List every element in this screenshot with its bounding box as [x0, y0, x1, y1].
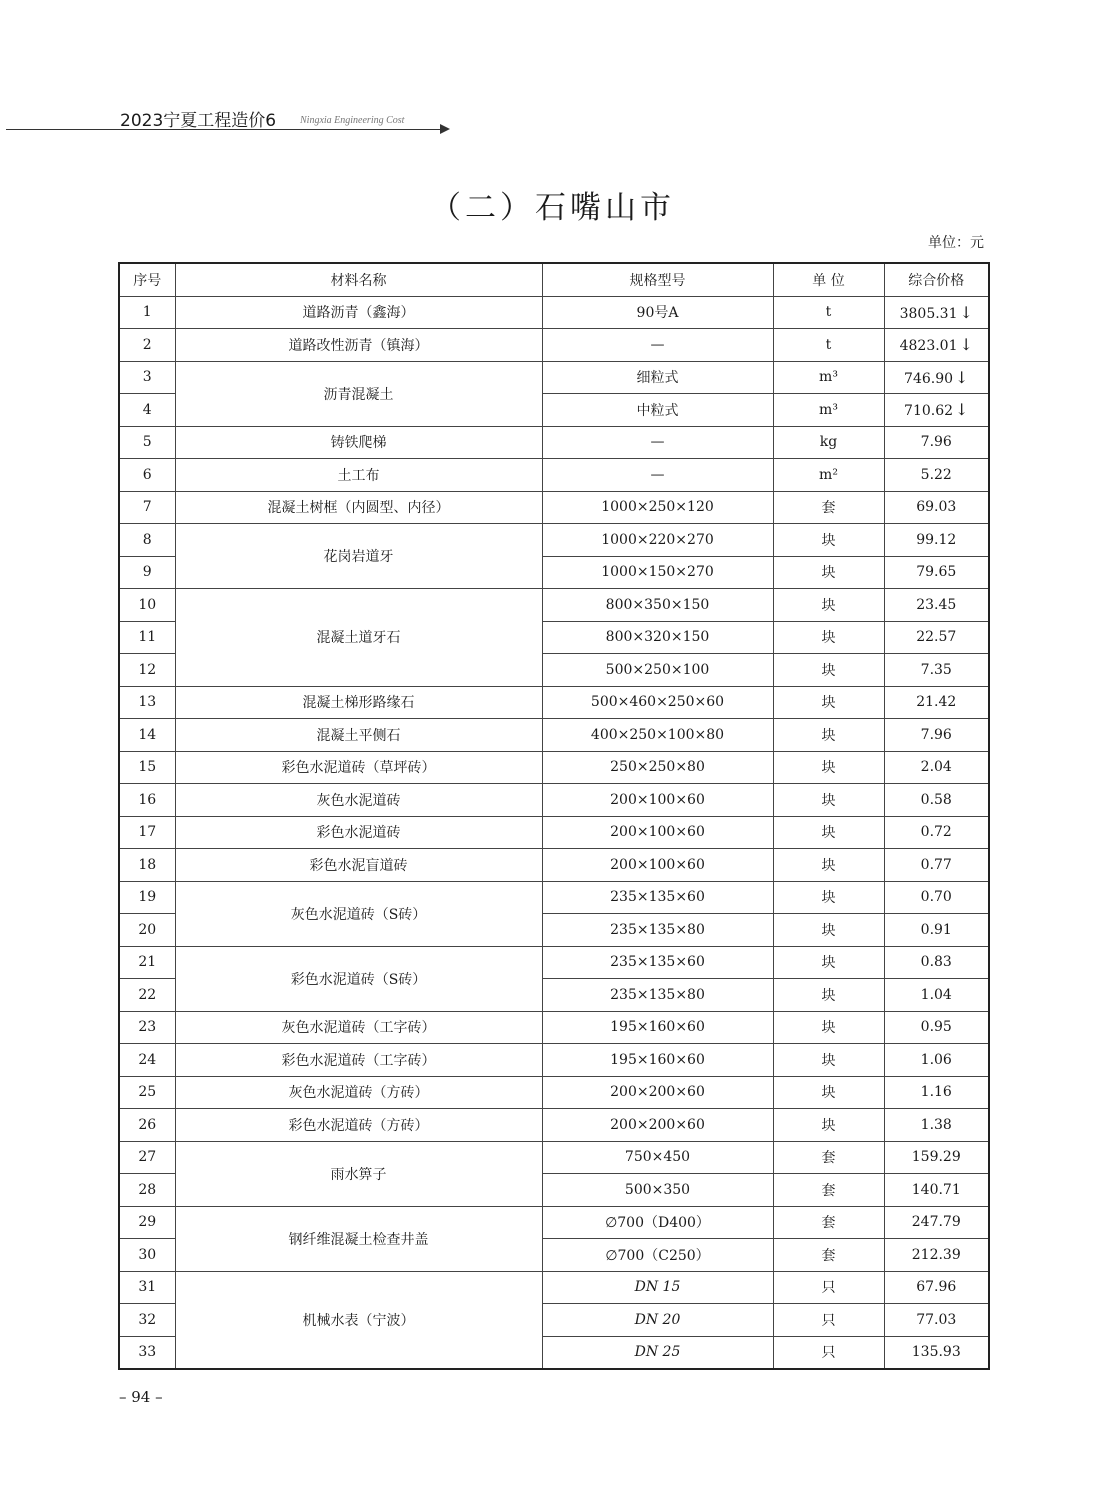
cell-no: 18 — [119, 849, 175, 882]
cell-spec: ∅700（C250） — [542, 1239, 773, 1272]
cell-price — [884, 426, 989, 459]
cell-unit: 只 — [773, 1271, 884, 1304]
cell-material-name: 彩色水泥道砖（草坪砖） — [175, 751, 542, 784]
cell-no: 10 — [119, 589, 175, 622]
cell-unit: 块 — [773, 849, 884, 882]
table-row — [119, 1206, 989, 1239]
cell-unit: 块 — [773, 1044, 884, 1077]
cell-no: 26 — [119, 1109, 175, 1142]
cell-no: 22 — [119, 979, 175, 1012]
cell-spec: 250×250×80 — [542, 751, 773, 784]
price-table — [118, 262, 990, 1370]
price-value: 7.96 — [920, 726, 952, 743]
cell-price — [884, 1336, 989, 1369]
price-value: 140.71 — [911, 1181, 961, 1198]
down-arrow-icon: ↓ — [959, 302, 973, 322]
cell-material-name: 灰色水泥道砖（方砖） — [175, 1076, 542, 1109]
table-row — [119, 1044, 989, 1077]
cell-spec: 750×450 — [542, 1141, 773, 1174]
price-value: 23.45 — [916, 596, 957, 613]
cell-price — [884, 1141, 989, 1174]
cell-no: 3 — [119, 361, 175, 394]
cell-unit: 块 — [773, 881, 884, 914]
price-value: 746.90 — [904, 370, 954, 387]
cell-spec: ∅700（D400） — [542, 1206, 773, 1239]
table-row — [119, 946, 989, 979]
cell-unit: 块 — [773, 751, 884, 784]
cell-no: 25 — [119, 1076, 175, 1109]
page-title: （二）石嘴山市 — [430, 190, 675, 226]
price-value: 22.57 — [916, 629, 957, 646]
price-value: 77.03 — [916, 1311, 957, 1328]
cell-unit: 只 — [773, 1304, 884, 1337]
price-value: 1.06 — [920, 1051, 952, 1068]
cell-price — [884, 1304, 989, 1337]
price-value: 1.04 — [920, 986, 952, 1003]
header-spec: 规格型号 — [542, 263, 773, 296]
table-row — [119, 1141, 989, 1174]
table-row — [119, 881, 989, 914]
table-row — [119, 719, 989, 752]
cell-price — [884, 1239, 989, 1272]
cell-no: 27 — [119, 1141, 175, 1174]
table-header-row — [119, 263, 989, 296]
cell-price — [884, 881, 989, 914]
cell-price — [884, 719, 989, 752]
price-value: 710.62 — [904, 403, 954, 420]
cell-spec: DN 20 — [542, 1304, 773, 1337]
cell-price — [884, 979, 989, 1012]
price-value: 0.58 — [920, 791, 952, 808]
price-value: 0.95 — [920, 1019, 952, 1036]
down-arrow-icon: ↓ — [955, 367, 969, 387]
cell-unit: 块 — [773, 1076, 884, 1109]
cell-no: 4 — [119, 394, 175, 427]
cell-no: 20 — [119, 914, 175, 947]
price-value: 99.12 — [916, 531, 957, 548]
running-title: 2023宁夏工程造价6 — [120, 111, 277, 131]
cell-price — [884, 849, 989, 882]
cell-spec: DN 25 — [542, 1336, 773, 1369]
cell-price — [884, 491, 989, 524]
cell-unit: 块 — [773, 1109, 884, 1142]
cell-material-name: 混凝土树框（内圆型、内径） — [175, 491, 542, 524]
cell-price — [884, 394, 989, 427]
cell-material-name: 沥青混凝土 — [175, 361, 542, 426]
cell-no: 23 — [119, 1011, 175, 1044]
cell-price — [884, 1076, 989, 1109]
price-value: 247.79 — [911, 1214, 961, 1231]
cell-material-name: 彩色水泥道砖（S砖） — [175, 946, 542, 1011]
cell-spec: 195×160×60 — [542, 1011, 773, 1044]
cell-material-name: 混凝土梯形路缘石 — [175, 686, 542, 719]
cell-unit: 块 — [773, 686, 884, 719]
table-row — [119, 1271, 989, 1304]
cell-price — [884, 1271, 989, 1304]
price-value: 0.83 — [920, 954, 952, 971]
table-row — [119, 1011, 989, 1044]
cell-spec: — — [542, 426, 773, 459]
cell-material-name: 彩色水泥道砖 — [175, 816, 542, 849]
cell-price — [884, 361, 989, 394]
cell-unit: 块 — [773, 979, 884, 1012]
cell-unit: m³ — [773, 394, 884, 427]
cell-spec: 500×250×100 — [542, 654, 773, 687]
table-row — [119, 849, 989, 882]
cell-no: 2 — [119, 329, 175, 362]
cell-unit: 块 — [773, 556, 884, 589]
cell-spec: 500×350 — [542, 1174, 773, 1207]
cell-price — [884, 524, 989, 557]
table-row — [119, 1109, 989, 1142]
cell-no: 5 — [119, 426, 175, 459]
cell-no: 6 — [119, 459, 175, 492]
cell-no: 7 — [119, 491, 175, 524]
header-rule — [6, 129, 448, 130]
price-value: 212.39 — [911, 1246, 961, 1263]
cell-price — [884, 1109, 989, 1142]
cell-spec: — — [542, 329, 773, 362]
price-value: 7.35 — [920, 661, 952, 678]
price-value: 1.38 — [920, 1116, 952, 1133]
cell-price — [884, 686, 989, 719]
price-value: 0.91 — [920, 921, 952, 938]
cell-spec: 细粒式 — [542, 361, 773, 394]
cell-no: 29 — [119, 1206, 175, 1239]
cell-spec: 235×135×60 — [542, 946, 773, 979]
cell-unit: 套 — [773, 1206, 884, 1239]
cell-spec: 235×135×80 — [542, 979, 773, 1012]
table-row — [119, 361, 989, 394]
cell-unit: t — [773, 296, 884, 329]
cell-no: 33 — [119, 1336, 175, 1369]
cell-price — [884, 1206, 989, 1239]
header-price: 综合价格 — [884, 263, 989, 296]
price-value: 159.29 — [911, 1149, 961, 1166]
cell-material-name: 彩色水泥道砖（方砖） — [175, 1109, 542, 1142]
cell-material-name: 彩色水泥道砖（工字砖） — [175, 1044, 542, 1077]
cell-unit: 块 — [773, 946, 884, 979]
cell-no: 14 — [119, 719, 175, 752]
cell-price — [884, 751, 989, 784]
cell-unit: 套 — [773, 1174, 884, 1207]
header-no: 序号 — [119, 263, 175, 296]
price-value: 135.93 — [911, 1344, 961, 1361]
cell-price — [884, 914, 989, 947]
cell-price — [884, 329, 989, 362]
cell-spec: 1000×150×270 — [542, 556, 773, 589]
down-arrow-icon: ↓ — [955, 400, 969, 420]
cell-spec: — — [542, 459, 773, 492]
cell-no: 32 — [119, 1304, 175, 1337]
cell-unit: t — [773, 329, 884, 362]
table-row — [119, 426, 989, 459]
running-title-en: Ningxia Engineering Cost — [300, 115, 405, 126]
cell-price — [884, 621, 989, 654]
cell-spec: 800×350×150 — [542, 589, 773, 622]
cell-no: 30 — [119, 1239, 175, 1272]
table-row — [119, 459, 989, 492]
cell-material-name: 灰色水泥道砖（工字砖） — [175, 1011, 542, 1044]
cell-spec: 200×200×60 — [542, 1076, 773, 1109]
cell-no: 17 — [119, 816, 175, 849]
table-body — [119, 296, 989, 1369]
price-value: 2.04 — [920, 759, 952, 776]
table-row — [119, 491, 989, 524]
cell-price — [884, 1044, 989, 1077]
price-value: 4823.01 — [899, 338, 958, 355]
cell-no: 8 — [119, 524, 175, 557]
header-name: 材料名称 — [175, 263, 542, 296]
cell-unit: 块 — [773, 524, 884, 557]
cell-spec: 500×460×250×60 — [542, 686, 773, 719]
cell-spec: DN 15 — [542, 1271, 773, 1304]
cell-no: 28 — [119, 1174, 175, 1207]
cell-price — [884, 1174, 989, 1207]
unit-label: 单位：元 — [928, 235, 984, 251]
table-row — [119, 524, 989, 557]
price-value: 0.77 — [920, 856, 952, 873]
cell-material-name: 混凝土平侧石 — [175, 719, 542, 752]
header-arrow-icon — [440, 124, 450, 134]
cell-unit: 块 — [773, 589, 884, 622]
cell-unit: 只 — [773, 1336, 884, 1369]
cell-price — [884, 816, 989, 849]
cell-spec: 800×320×150 — [542, 621, 773, 654]
cell-spec: 200×100×60 — [542, 849, 773, 882]
down-arrow-icon: ↓ — [959, 335, 973, 355]
cell-unit: 块 — [773, 914, 884, 947]
cell-material-name: 土工布 — [175, 459, 542, 492]
cell-price — [884, 946, 989, 979]
table-row — [119, 296, 989, 329]
cell-unit: 块 — [773, 654, 884, 687]
cell-unit: 块 — [773, 1011, 884, 1044]
cell-price — [884, 784, 989, 817]
cell-no: 19 — [119, 881, 175, 914]
cell-no: 24 — [119, 1044, 175, 1077]
cell-unit: 块 — [773, 816, 884, 849]
cell-spec: 中粒式 — [542, 394, 773, 427]
cell-material-name: 灰色水泥道砖 — [175, 784, 542, 817]
cell-material-name: 钢纤维混凝土检查井盖 — [175, 1206, 542, 1271]
cell-price — [884, 459, 989, 492]
cell-material-name: 花岗岩道牙 — [175, 524, 542, 589]
price-value: 7.96 — [920, 434, 952, 451]
cell-no: 31 — [119, 1271, 175, 1304]
header-unit: 单 位 — [773, 263, 884, 296]
cell-no: 12 — [119, 654, 175, 687]
cell-unit: kg — [773, 426, 884, 459]
cell-no: 1 — [119, 296, 175, 329]
cell-unit: 套 — [773, 1239, 884, 1272]
cell-no: 21 — [119, 946, 175, 979]
cell-spec: 90号A — [542, 296, 773, 329]
cell-no: 16 — [119, 784, 175, 817]
price-value: 0.72 — [920, 824, 952, 841]
table-row — [119, 816, 989, 849]
table-row — [119, 329, 989, 362]
cell-price — [884, 296, 989, 329]
cell-price — [884, 654, 989, 687]
cell-unit: m² — [773, 459, 884, 492]
price-value: 21.42 — [916, 694, 957, 711]
cell-material-name: 彩色水泥盲道砖 — [175, 849, 542, 882]
cell-material-name: 混凝土道牙石 — [175, 589, 542, 687]
cell-spec: 200×200×60 — [542, 1109, 773, 1142]
cell-spec: 235×135×80 — [542, 914, 773, 947]
cell-unit: 块 — [773, 719, 884, 752]
table-row — [119, 1076, 989, 1109]
price-value: 0.70 — [920, 889, 952, 906]
cell-unit: 块 — [773, 784, 884, 817]
price-value: 3805.31 — [899, 305, 958, 322]
table-row — [119, 589, 989, 622]
price-value: 67.96 — [916, 1279, 957, 1296]
cell-material-name: 道路沥青（鑫海） — [175, 296, 542, 329]
cell-price — [884, 556, 989, 589]
table-row — [119, 784, 989, 817]
price-value: 79.65 — [916, 564, 957, 581]
cell-material-name: 雨水箅子 — [175, 1141, 542, 1206]
cell-material-name: 铸铁爬梯 — [175, 426, 542, 459]
table-row — [119, 751, 989, 784]
cell-no: 15 — [119, 751, 175, 784]
table-row — [119, 686, 989, 719]
cell-spec: 195×160×60 — [542, 1044, 773, 1077]
cell-spec: 200×100×60 — [542, 784, 773, 817]
cell-price — [884, 1011, 989, 1044]
cell-spec: 235×135×60 — [542, 881, 773, 914]
price-value: 1.16 — [920, 1084, 952, 1101]
cell-no: 13 — [119, 686, 175, 719]
cell-no: 9 — [119, 556, 175, 589]
cell-material-name: 机械水表（宁波） — [175, 1271, 542, 1369]
cell-no: 11 — [119, 621, 175, 654]
page-number: – 94 – — [119, 1388, 163, 1406]
cell-unit: m³ — [773, 361, 884, 394]
cell-unit: 块 — [773, 621, 884, 654]
cell-spec: 400×250×100×80 — [542, 719, 773, 752]
cell-spec: 200×100×60 — [542, 816, 773, 849]
cell-unit: 套 — [773, 491, 884, 524]
cell-spec: 1000×250×120 — [542, 491, 773, 524]
cell-price — [884, 589, 989, 622]
price-value: 5.22 — [920, 466, 952, 483]
cell-material-name: 道路改性沥青（镇海） — [175, 329, 542, 362]
cell-spec: 1000×220×270 — [542, 524, 773, 557]
price-value: 69.03 — [916, 499, 957, 516]
cell-material-name: 灰色水泥道砖（S砖） — [175, 881, 542, 946]
cell-unit: 套 — [773, 1141, 884, 1174]
